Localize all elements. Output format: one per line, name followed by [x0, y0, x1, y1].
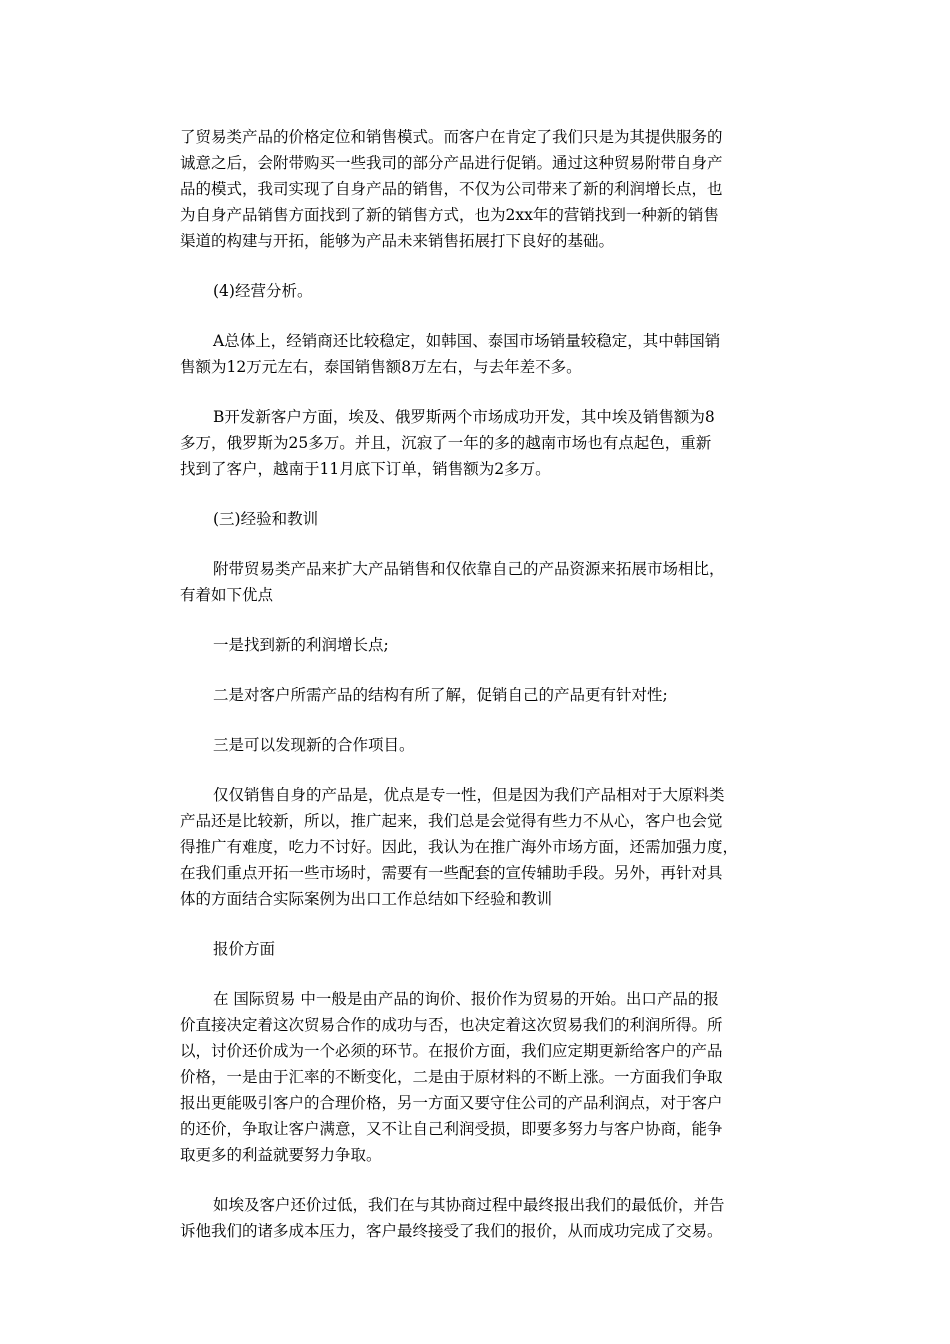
text-line: 价格，一是由于汇率的不断变化，二是由于原材料的不断上涨。一方面我们争取 [180, 1068, 723, 1086]
paragraph-own-products [180, 782, 780, 912]
text-line: 以，讨价还价成为一个必须的环节。在报价方面，我们应定期更新给客户的产品 [180, 1042, 723, 1060]
text-line: 取更多的利益就要努力争取。 [180, 1146, 382, 1164]
section-heading: 报价方面 [213, 940, 276, 958]
text-line: 诉他我们的诸多成本压力，客户最终接受了我们的报价，从而成功完成了交易。 [180, 1222, 723, 1240]
text-line: B开发新客户方面，埃及、俄罗斯两个市场成功开发，其中埃及销售额为8 [213, 408, 715, 426]
paragraph-egypt-case [180, 1192, 780, 1244]
text-line: 品的模式，我司实现了自身产品的销售，不仅为公司带来了新的利润增长点，也 [180, 180, 723, 198]
text-line: 多万，俄罗斯为25多万。并且，沉寂了一年的多的越南市场也有点起色，重新 [180, 434, 712, 452]
text-line: 附带贸易类产品来扩大产品销售和仅依靠自己的产品资源来拓展市场相比， [213, 560, 725, 578]
text-line: 报出更能吸引客户的合理价格，另一方面又要守住公司的产品利润点，对于客户 [180, 1094, 723, 1112]
text-line: 在我们重点开拓一些市场时，需要有一些配套的宣传辅助手段。另外，再针对具 [180, 864, 723, 882]
text-line: 得推广有难度，吃力不讨好。因此，我认为在推广海外市场方面，还需加强力度， [180, 838, 739, 856]
paragraph-quotation-detail [180, 986, 780, 1168]
section-heading: (三)经验和教训 [213, 510, 319, 528]
heading-quotation [180, 936, 780, 962]
list-item-advantage-2 [180, 682, 780, 708]
paragraph-new-customers [180, 404, 780, 482]
text-line: 渠道的构建与开拓，能够为产品未来销售拓展打下良好的基础。 [180, 232, 615, 250]
text-line: 三是可以发现新的合作项目。 [213, 736, 415, 754]
heading-experience-lessons [180, 506, 780, 532]
text-line: 了贸易类产品的价格定位和销售模式。而客户在肯定了我们只是为其提供服务的 [180, 128, 723, 146]
text-line: 有着如下优点 [180, 586, 274, 604]
paragraph-advantages-intro [180, 556, 780, 608]
text-line: 的还价，争取让客户满意，又不让自己利润受损，即要多努力与客户协商，能争 [180, 1120, 723, 1138]
paragraph-distributors [180, 328, 780, 380]
paragraph-trade-model [180, 124, 780, 254]
document-body [180, 124, 780, 1268]
section-heading: (4)经营分析。 [213, 282, 313, 300]
heading-business-analysis [180, 278, 780, 304]
text-line: 一是找到新的利润增长点; [213, 636, 389, 654]
text-line: 如埃及客户还价过低，我们在与其协商过程中最终报出我们的最低价，并告 [213, 1196, 725, 1214]
text-line: 找到了客户，越南于11月底下订单，销售额为2多万。 [180, 460, 551, 478]
text-line: 仅仅销售自身的产品是，优点是专一性，但是因为我们产品相对于大原料类 [213, 786, 725, 804]
text-line: 售额为12万元左右，泰国销售额8万左右，与去年差不多。 [180, 358, 582, 376]
text-line: 二是对客户所需产品的结构有所了解，促销自己的产品更有针对性; [213, 686, 668, 704]
text-line: 产品还是比较新，所以，推广起来，我们总是会觉得有些力不从心，客户也会觉 [180, 812, 723, 830]
list-item-advantage-1 [180, 632, 780, 658]
text-line: 价直接决定着这次贸易合作的成功与否，也决定着这次贸易我们的利润所得。所 [180, 1016, 723, 1034]
list-item-advantage-3 [180, 732, 780, 758]
text-line: 为自身产品销售方面找到了新的销售方式，也为2xx年的营销找到一种新的销售 [180, 206, 719, 224]
text-line: A总体上，经销商还比较稳定，如韩国、泰国市场销量较稳定，其中韩国销 [213, 332, 721, 350]
text-line: 诚意之后，会附带购买一些我司的部分产品进行促销。通过这种贸易附带自身产 [180, 154, 723, 172]
text-line: 在 国际贸易 中一般是由产品的询价、报价作为贸易的开始。出口产品的报 [213, 990, 719, 1008]
text-line: 体的方面结合实际案例为出口工作总结如下经验和教训 [180, 890, 553, 908]
